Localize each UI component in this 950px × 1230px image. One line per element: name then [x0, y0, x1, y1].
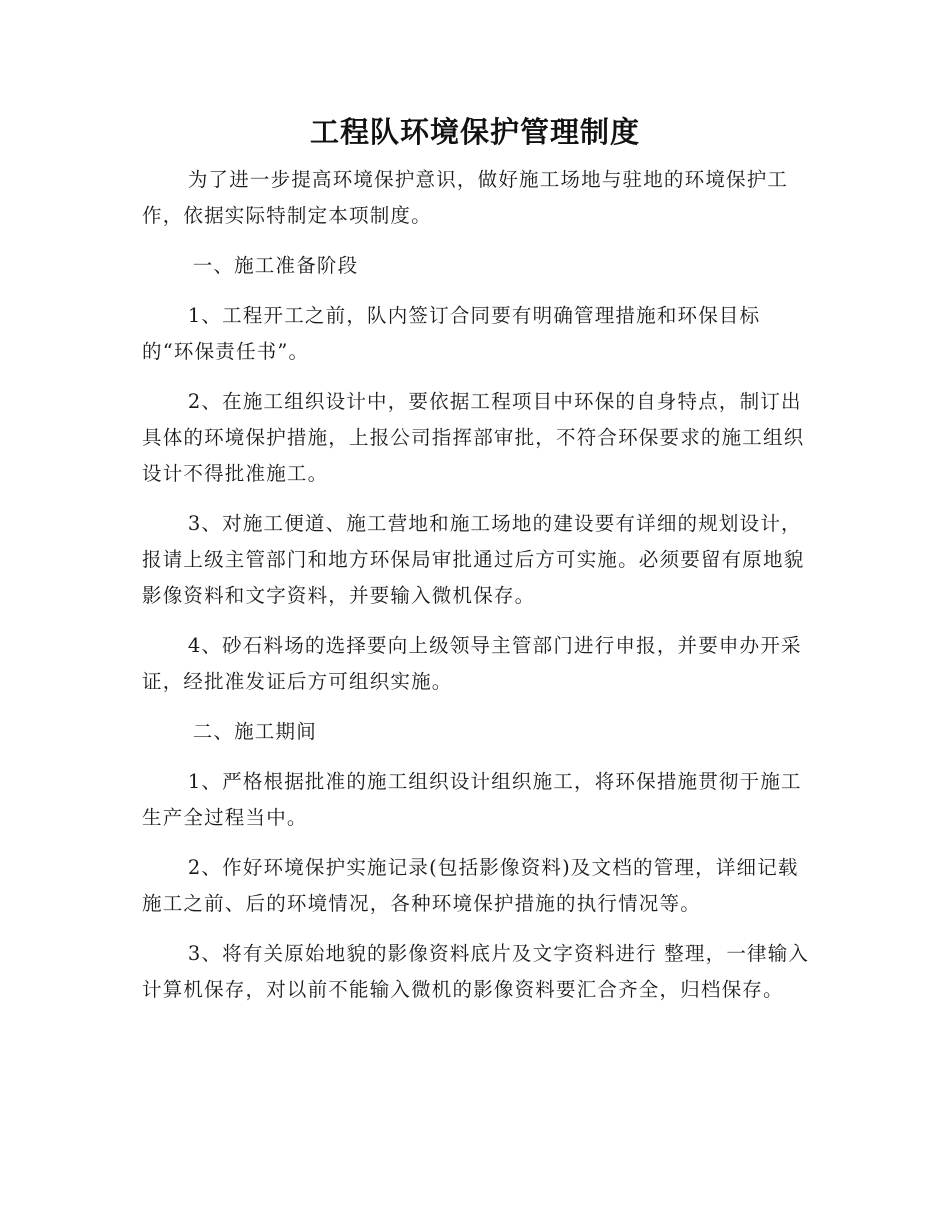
section-heading-construction: 二、施工期间	[192, 720, 317, 743]
preparation-item-1: 1、工程开工之前，队内签订合同要有明确管理措施和环保目标的“环保责任书”。	[142, 304, 761, 363]
intro-paragraph: 为了进一步提高环境保护意识，做好施工场地与驻地的环境保护工作，依据实际特制定本项制度。	[142, 168, 789, 227]
construction-item-2: 2、作好环境保护实施记录(包括影像资料)及文档的管理，详细记载施工之前、后的环境情况，各种环境保护措施的执行情况等。	[142, 856, 799, 915]
construction-item-3: 3、将有关原始地貌的影像资料底片及文字资料进行 整理，一律输入计算机保存，对以前不能输入微机的影像资料要汇合齐全，归档保存。	[142, 942, 810, 1001]
preparation-item-3: 3、对施工便道、施工营地和施工场地的建设要有详细的规划设计，报请上级主管部门和地方环保局审批通过后方可实施。必须要留有原地貌影像资料和文字资料，并要输入微机保存。	[142, 512, 805, 607]
preparation-item-4: 4、砂石料场的选择要向上级领导主管部门进行申报，并要申办开采证，经批准发证后方可组织实施。	[142, 634, 802, 693]
section-heading-preparation: 一、施工准备阶段	[192, 254, 359, 277]
preparation-item-2: 2、在施工组织设计中，要依据工程项目中环保的自身特点，制订出具体的环境保护措施，上报公司指挥部审批，不符合环保要求的施工组织设计不得批准施工。	[142, 390, 805, 485]
document-body	[142, 162, 810, 1022]
construction-item-1: 1、严格根据批准的施工组织设计组织施工，将环保措施贯彻于施工生产全过程当中。	[142, 770, 802, 829]
document-title: 工程队环境保护管理制度	[309, 115, 640, 149]
